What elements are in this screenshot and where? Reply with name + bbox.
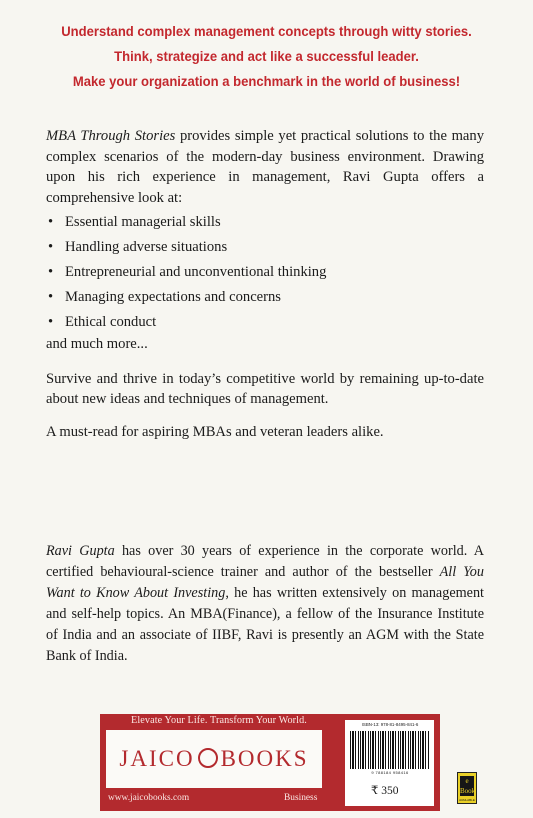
barcode-box — [345, 720, 434, 806]
tagline-2: Think, strategize and act like a successful leader. — [114, 49, 419, 65]
author-name: Ravi Gupta — [46, 543, 115, 559]
ebook-mark: e Book — [460, 777, 476, 795]
topic-list — [46, 212, 484, 333]
author-bio-part-2: , he has written extensively on management and self-help topics. An MBA(Finance), a fellow of the Insurance Institute of India and an associate of IIBF, Ravi is presently an AGM with the State Bank of India. — [46, 585, 484, 664]
publisher-logo — [106, 744, 322, 774]
logo-left-word: JAICO — [119, 746, 195, 771]
tagline-3: Make your organization a benchmark in the world of business! — [72, 74, 461, 90]
blurb-paragraph-2: Survive and thrive in today’s competitive world by remaining up-to-date about new ideas and techniques of management. — [46, 370, 484, 408]
blurb-paragraph-3: A must-read for aspiring MBAs and veteran leaders alike. — [46, 423, 384, 440]
author-bio-part-1: has over 30 years of experience in the corporate world. A certified behavioural-science trainer and author of the bestseller — [46, 543, 484, 580]
isbn-text: ISBN-13: 978-81-8495-841-6 — [361, 722, 419, 727]
book-title: MBA Through Stories — [46, 128, 176, 144]
barcode-digits: 9 788184 958416 — [371, 770, 409, 775]
ebook-badge-icon — [457, 772, 477, 804]
barcode-icon — [350, 731, 430, 769]
blurb-more: and much more... — [46, 336, 148, 353]
blurb-intro-text: provides simple yet practical solutions to the many complex scenarios of the modern-day business environment. Drawing upon his rich experience in management, Ravi Gupta offers a comprehensive look at: — [46, 128, 485, 206]
book-category: Business — [284, 793, 318, 803]
topic-item: • Essential managerial skills — [46, 212, 484, 233]
publisher-website: www.jaicobooks.com — [108, 793, 190, 803]
publisher-band — [100, 714, 440, 811]
blurb-intro — [46, 126, 484, 208]
topic-item: • Managing expectations and concerns — [46, 287, 484, 308]
price: ₹ 350 — [371, 785, 399, 797]
book-blurb — [46, 126, 484, 442]
taglines — [21, 20, 511, 95]
publisher-logo-box — [106, 730, 322, 788]
logo-emblem-icon — [198, 748, 218, 768]
tagline-1: Understand complex management concepts through witty stories. — [61, 24, 472, 40]
author-bio — [46, 541, 484, 667]
topic-item: • Handling adverse situations — [46, 237, 484, 258]
publisher-slogan: Elevate Your Life. Transform Your World. — [131, 715, 307, 726]
ebook-label: AVAILABLE — [459, 798, 475, 802]
author-bio-text — [46, 541, 484, 667]
logo-right-word: BOOKS — [220, 746, 309, 771]
topic-item: • Ethical conduct — [46, 312, 484, 333]
topic-item: • Entrepreneurial and unconventional thinking — [46, 262, 484, 283]
bestseller-title: All You Want to Know About Investing — [46, 564, 484, 601]
